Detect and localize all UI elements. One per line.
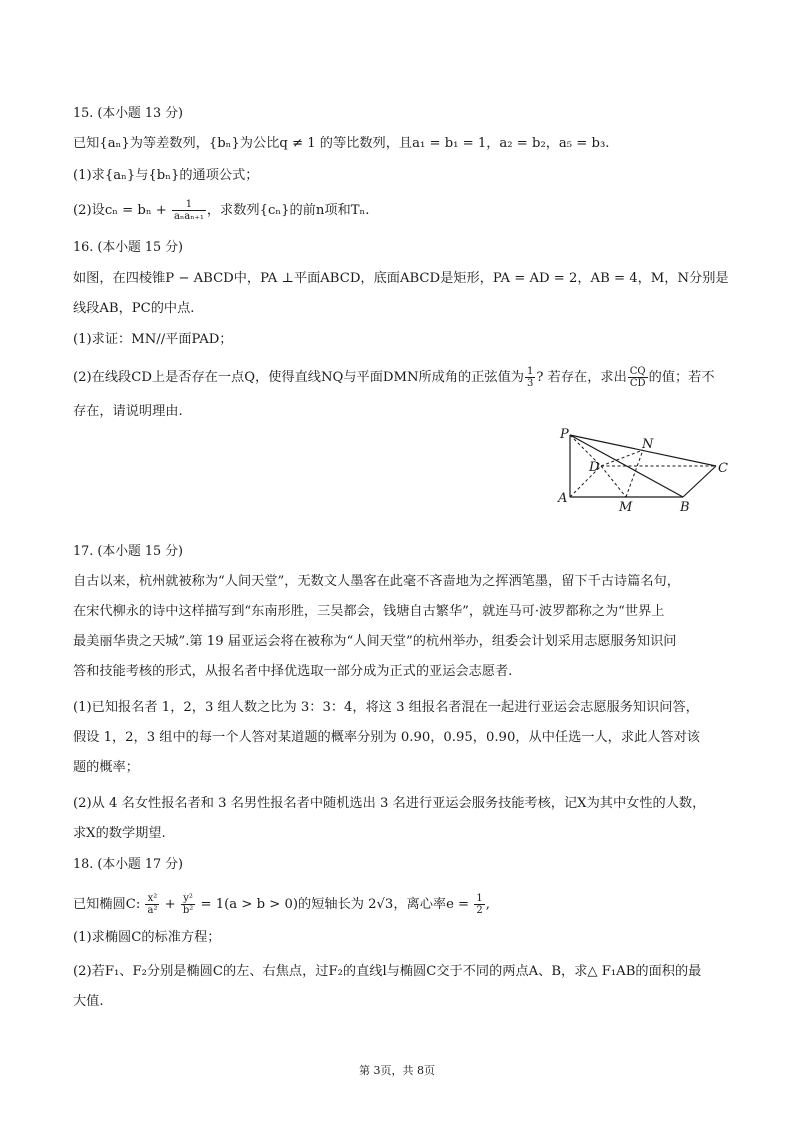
q18-header: 18. (本小题 17 分) xyxy=(73,857,184,872)
q18-stem-text-a: 已知椭圆C: xyxy=(73,897,145,912)
label-n: N xyxy=(642,437,654,452)
edge-bc xyxy=(683,466,716,497)
q18-part2-line2: 大值. xyxy=(73,994,104,1009)
q17-part2-line1: (2)从 4 名女性报名者和 3 名男性报名者中随机选出 3 名进行亚运会服务技能考核，记X为其中女性的人数， xyxy=(73,796,706,811)
q16-fraction-2 xyxy=(628,366,648,389)
q16-part2-text-a: (2)在线段CD上是否存在一点Q，使得直线NQ与平面DMN所成角的正弦值为 xyxy=(73,370,524,385)
q18-stem xyxy=(73,893,724,916)
q16-frac1-den: 3 xyxy=(527,378,534,389)
q17-part2-line2: 求X的数学期望. xyxy=(73,826,166,841)
q16-part2-line1 xyxy=(73,366,724,389)
q18-frac1-den: a² xyxy=(147,905,158,916)
q17-stem-line1: 自古以来，杭州就被称为“人间天堂”，无数文人墨客在此毫不吝啬地为之挥洒笔墨，留下千古诗篇名句， xyxy=(73,574,680,589)
q18-fraction-e xyxy=(474,893,484,916)
q15-fraction xyxy=(172,199,206,222)
segment-dm-hidden xyxy=(601,466,626,497)
q18-fraction-y xyxy=(181,893,195,916)
label-b: B xyxy=(680,500,690,515)
q18-frac1-num: x² xyxy=(145,893,159,905)
q18-frac3-den: 2 xyxy=(476,905,483,916)
q16-part1: (1)求证：MN//平面PAD； xyxy=(73,332,233,347)
q18-part2-line1: (2)若F₁、F₂分别是椭圆C的左、右焦点，过F₂的直线l与椭圆C交于不同的两点A、B，求△ F₁AB的面积的最 xyxy=(73,964,702,979)
q15-frac-num: 1 xyxy=(172,199,206,211)
q17-part1-line3: 题的概率； xyxy=(73,760,139,775)
q18-frac2-den: b² xyxy=(182,905,194,916)
q16-part2-text-b: ? 若存在，求出 xyxy=(536,370,627,385)
q18-frac3-num: 1 xyxy=(476,893,483,904)
q17-header: 17. (本小题 15 分) xyxy=(73,544,184,559)
label-a: A xyxy=(558,491,568,506)
q16-frac1-num: 1 xyxy=(527,366,534,377)
q17-stem-line4: 答和技能考核的形式，从报名者中择优选取一部分成为正式的亚运会志愿者. xyxy=(73,664,513,679)
q16-part2-text-c: 的值；若不 xyxy=(648,370,715,385)
q18-fraction-x xyxy=(145,893,159,916)
q17-stem-line2: 在宋代柳永的诗中这样描写到“东南形胜，三吴都会，钱塘自古繁华”，就连马可·波罗都称之为“世界上 xyxy=(73,604,665,619)
label-c: C xyxy=(718,461,728,476)
q16-stem-line2: 线段AB，PC的中点. xyxy=(73,301,195,316)
pyramid-figure xyxy=(552,424,742,516)
q17-part1-line2: 假设 1，2，3 组中的每一个人答对某道题的概率分别为 0.90，0.95，0.90，从中任选一人，求此人答对该 xyxy=(73,730,700,745)
label-d: D xyxy=(589,460,600,475)
q18-part1: (1)求椭圆C的标准方程； xyxy=(73,930,221,945)
q15-stem: 已知{aₙ}为等差数列，{bₙ}为公比q ≠ 1 的等比数列，且a₁ = b₁ = 1，a₂ = b₂，a₅ = b₃. xyxy=(73,136,610,151)
q15-part1: (1)求{aₙ}与{bₙ}的通项公式； xyxy=(73,168,259,183)
q18-frac2-num: y² xyxy=(181,893,195,905)
q16-frac2-den: CD xyxy=(629,378,646,389)
q15-frac-den: aₙaₙ₊₁ xyxy=(173,211,204,222)
q15-header: 15. (本小题 13 分) xyxy=(73,106,184,121)
q15-part2 xyxy=(73,199,724,222)
page-footer: 第 3页，共 8页 xyxy=(359,1064,435,1077)
q16-header: 16. (本小题 15 分) xyxy=(73,240,184,255)
q17-part1-line1: (1)已知报名者 1，2，3 组人数之比为 3：3：4，将这 3 组报名者混在一起进行亚运会志愿服务知识问答， xyxy=(73,700,699,715)
edge-pb xyxy=(570,435,683,497)
q18-stem-text-b: = 1(a > b > 0)的短轴长为 2√3，离心率e = xyxy=(196,897,474,912)
q16-part2-line2: 存在，请说明理由. xyxy=(73,404,183,419)
label-p: P xyxy=(560,427,569,442)
q15-part2-text-b: ，求数列{cₙ}的前n项和Tₙ. xyxy=(206,203,370,218)
q18-stem-text-c: , xyxy=(485,897,490,912)
q16-stem-line1: 如图，在四棱锥P − ABCD中，PA ⊥平面ABCD，底面ABCD是矩形，PA = AD = 2，AB = 4，M，N分别是 xyxy=(73,271,729,286)
label-m: M xyxy=(619,500,633,515)
q18-plus: + xyxy=(160,897,180,912)
q17-stem-line3: 最美丽华贵之天城”.第 19 届亚运会将在被称为“人间天堂”的杭州举办，组委会计划采用志愿服务知识问 xyxy=(73,634,677,649)
q16-frac2-num: CQ xyxy=(629,366,646,377)
q16-fraction-1 xyxy=(525,366,535,389)
q15-part2-text-a: (2)设cₙ = bₙ + xyxy=(73,203,171,218)
